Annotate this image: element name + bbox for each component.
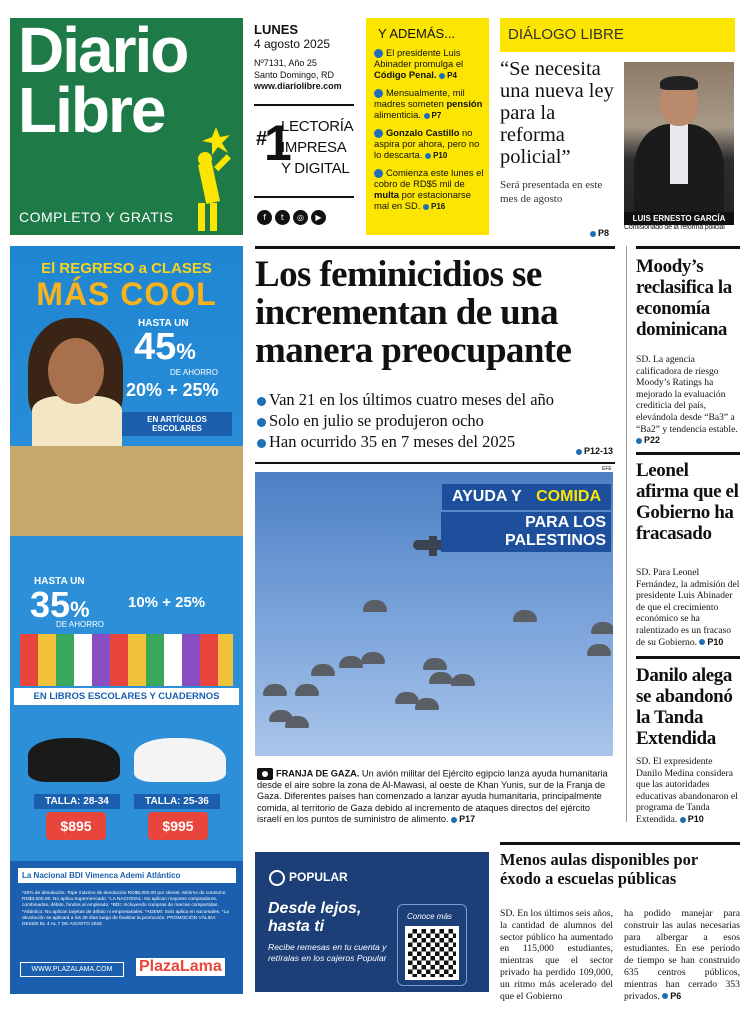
camera-icon <box>257 768 273 780</box>
edition-day: LUNES <box>254 22 299 37</box>
list-item: Han ocurrido 35 en 7 meses del 2025 <box>257 431 617 452</box>
ademas-item[interactable]: El presidente Luis Abinader promulga el Código Penal. P4 <box>374 47 464 81</box>
black-shoe-image <box>28 738 120 782</box>
mascot-icon <box>180 123 240 233</box>
ademas-header: Y ADEMÁS... <box>378 26 456 41</box>
divider <box>255 462 615 464</box>
ademas-item[interactable]: Mensualmente, mil madres someten pensión alimenticia. P7 <box>374 87 483 121</box>
facebook-icon[interactable]: f <box>257 210 272 225</box>
edition-site-link[interactable]: www.diariolibre.com <box>254 81 342 91</box>
popular-ad[interactable]: POPULAR Desde lejos, hasta ti Recibe remesas en tu cuenta y retíralas en los cajeros Popular Conoce más <box>255 852 489 992</box>
dialogo-subtitle: Será presentada en este mes de agosto <box>500 179 603 205</box>
school-supplies-image <box>10 446 243 536</box>
story-body: SD. La agencia calificadora de riesgo Moody’s Ratings ha mejorado la evaluación crediticia del país, elevándola desde “Ba3” a “Ba2” y tendencia estable. P22 <box>636 354 738 446</box>
ademas-box <box>366 18 489 235</box>
youtube-icon[interactable]: ▶ <box>311 210 326 225</box>
list-item: Solo en julio se produjeron ocho <box>257 410 617 431</box>
lead-headline[interactable]: Los feminicidios se incrementan de una manera preocupante <box>255 254 572 371</box>
page-ref[interactable]: P8 <box>590 228 609 238</box>
page-ref[interactable]: P12-13 <box>576 446 613 456</box>
twitter-icon[interactable]: t <box>275 210 290 225</box>
photo-name: LUIS ERNESTO GARCÍA <box>624 212 734 225</box>
photo-role: Comisionado de la reforma policial <box>624 224 725 231</box>
lead-bullets <box>257 389 617 452</box>
story-body: SD. Para Leonel Fernández, la admisión del presidente Luis Abinader de que el crecimiento económico se ha ralentizado es un fracaso de su Gobierno. P10 <box>636 567 740 648</box>
edition-issue: Nº7131, Año 25 <box>254 58 317 68</box>
photo-caption: FRANJA DE GAZA. Un avión militar del Ejército egipcio lanza ayuda humanitaria desde el aire sobre la zona de Al-Mawasi, al oeste de Khan Yunis, sur de la Franja de Gaza. Diferentes países han comenzado a lanzar ayuda humanitaria, principalmente comida, al territorio de Gaza debido al incremento de ataques directos del ejército israelí en los puntos de suministro de alimento. P17 <box>257 768 608 825</box>
white-shoe-image <box>134 738 226 782</box>
divider <box>254 196 354 198</box>
masthead <box>10 14 243 235</box>
edition-info <box>254 22 359 91</box>
qr-code-icon[interactable] <box>405 926 459 980</box>
divider <box>500 842 740 845</box>
story-body-col2: ha podido manejar para construir las aulas necesarias para albergar a esos estudiantes. En ese período de tiempo se han construido 635 centros públicos, mientras han cerrado 353 privados. P6 <box>624 908 740 1002</box>
photo-overlay-title: AYUDA Y COMIDA PARA LOS PALESTINOS <box>441 484 611 552</box>
popular-logo-icon <box>269 870 285 886</box>
interview-photo <box>624 62 734 224</box>
story-title[interactable]: Menos aulas disponibles por éxodo a escuelas públicas <box>500 850 698 888</box>
plazalama-link[interactable]: WWW.PLAZALAMA.COM <box>20 962 124 977</box>
dialogo-quote[interactable]: “Se necesita una nueva ley para la reforma policial” <box>500 58 614 168</box>
social-links <box>257 205 329 225</box>
photo-credit: EFE <box>602 466 612 472</box>
ademas-item[interactable]: Comienza este lunes el cobro de RD$5 mil de multa por estacionarse mal en SD. P16 <box>374 167 484 212</box>
story-title[interactable]: Moody’s reclasifica la economía dominicana <box>636 256 732 340</box>
story-body: SD. El expresidente Danilo Medina considera que las autoridades educativas abandonaron el programa de Tanda Extendida. P10 <box>636 756 738 825</box>
partner-logos: La Nacional BDI Vimenca Ademi Atlántico <box>18 868 236 883</box>
story-title[interactable]: Leonel afirma que el Gobierno ha fracasado <box>636 460 739 544</box>
plazalama-logo: PlazaLama <box>136 958 225 976</box>
divider <box>255 246 615 249</box>
divider <box>636 246 740 249</box>
ademas-item[interactable]: Gonzalo Castillo no aspira por ahora, pero no lo descarta. P10 <box>374 127 480 161</box>
divider <box>254 104 354 106</box>
divider <box>636 656 740 659</box>
plazalama-ad[interactable]: El REGRESO a CLASES MÁS COOL HASTA UN 45% DE AHORRO 20% + 25% EN ARTÍCULOS ESCOLARES HASTA UN 35% DE AHORRO 10% + 25% EN LIBROS ESCOLARES Y CUADERNOS TALLA: 28-34 TALLA: 25-36 $895 $995 La Nacional BDI Vimenca Ademi Atlántico *25% de devolución. Tope máximo de devolución RD$5,000.00 por cliente. Mínimo de consumo RD$3,000.00. No aplica Supermercado. "LA NACIONAL: No aplican mayores compradores, combinados, débito, fondos al empleado. *BDI: Incluyendo compras de marcas compartidas. *Atlántico: No aplican tarjetas de débito ni empresariales. *ADEMI: Solo aplica en sucursales. *La devolución se aplicará a los 30 días luego de finalizar la promoción. PROMOCIÓN VÁLIDA DESDE EL 4 AL 7 DE AGOSTO 2025 WWW.PLAZALAMA.COM PlazaLama <box>10 246 243 994</box>
fine-print: *25% de devolución. Tope máximo de devolución RD$5,000.00 por cliente. Mínimo de consumo RD$3,000.00. No aplica Supermercado. "LA NACIONAL: No aplican mayores compradores, combinados, débito, fondos al empleado. *BDI: Incluyendo compras de marcas compartidas. *Atlántico: No aplican tarjetas de débito ni empresariales. *ADEMI: Solo aplica en sucursales. *La devolución se aplicará a los 30 días luego de finalizar la promoción. PROMOCIÓN VÁLIDA DESDE EL 4 AL 7 DE AGOSTO 2025 <box>22 891 229 928</box>
column-divider <box>626 246 627 822</box>
instagram-icon[interactable]: ◎ <box>293 210 308 225</box>
story-body-col1: SD. En los últimos seis años, la cantidad de alumnos del sector público ha aumentado en 115,000 estudiantes, mientras que el sector privado ha perdido 109,000, un ritmo más acelerado del que el Gobierno <box>500 908 613 1002</box>
ranking-badge: # 1 LECTORÍA IMPRESA Y DIGITAL <box>256 115 354 177</box>
list-item: Van 21 en los últimos cuatro meses del año <box>257 389 617 410</box>
books-image <box>20 634 233 686</box>
story-title[interactable]: Danilo alega se abandonó la Tanda Extendida <box>636 665 733 749</box>
tagline: COMPLETO Y GRATIS <box>19 209 174 225</box>
divider <box>636 452 740 455</box>
dialogo-header: DIÁLOGO LIBRE <box>500 18 735 52</box>
logo[interactable]: Diario Libre <box>18 14 188 146</box>
edition-city: Santo Domingo, RD <box>254 70 335 80</box>
edition-date: 4 agosto 2025 <box>254 37 331 51</box>
